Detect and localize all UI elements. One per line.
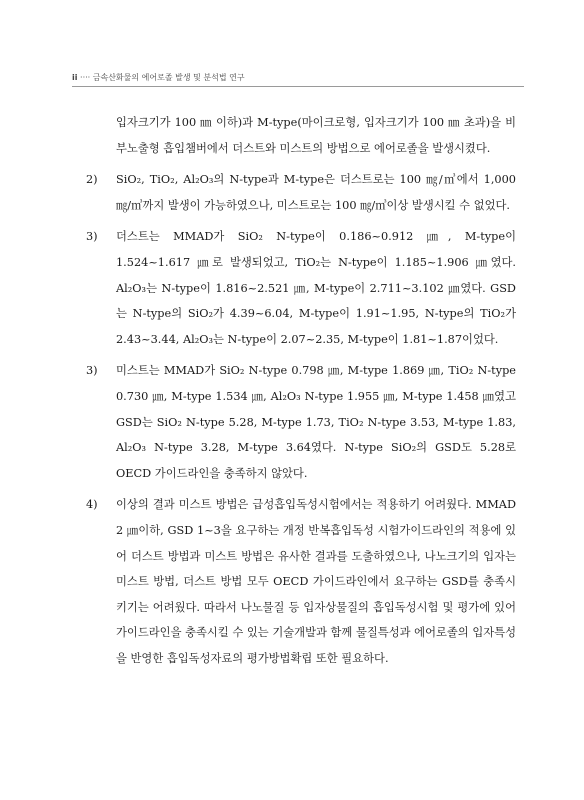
item-number: 3) — [86, 230, 98, 244]
item-number: 2) — [86, 173, 98, 187]
list-item-2 — [86, 167, 516, 218]
running-header — [72, 72, 524, 86]
list-item-3-dust — [86, 224, 516, 352]
item-text: 더스트는 MMAD가 SiO₂ N-type이 0.186~0.912 ㎛, M-type이 1.524~1.617 ㎛로 발생되었고, TiO₂는 N-type이 1.185~1.906 ㎛였다. Al₂O₃는 N-type이 1.816~2.521 ㎛, M-type이 2.711~3.102 ㎛였다. GSD는 N-type의 SiO₂가 4.39~6.04, M-type이 1.91~1.95, N-type의 TiO₂가 2.43~3.44, Al₂O₃는 N-type이 2.07~2.35, M-type이 1.81~1.87이었다. — [116, 230, 516, 346]
list-item-4 — [86, 492, 516, 671]
item-number: 4) — [86, 498, 98, 512]
page-number: ii — [72, 73, 78, 82]
item-number: 3) — [86, 364, 98, 378]
list-item-3-mist — [86, 358, 516, 486]
item-text: 미스트는 MMAD가 SiO₂ N-type 0.798 ㎛, M-type 1.869 ㎛, TiO₂ N-type 0.730 ㎛, M-type 1.534 ㎛, Al₂O₃ N-type 1.955 ㎛, M-type 1.458 ㎛였고 GSD는 SiO₂ N-type 5.28, M-type 1.73, TiO₂ N-type 3.53, M-type 1.83, Al₂O₃ N-type 3.28, M-type 3.64였다. N-type SiO₂의 GSD도 5.28로 OECD 가이드라인을 충족하지 않았다. — [116, 364, 516, 480]
intro-paragraph: 입자크기가 100 ㎚ 이하)과 M-type(마이크로형, 입자크기가 100 ㎚ 초과)을 비부노출형 흡입챔버에서 더스트와 미스트의 방법으로 에어로졸을 발생시켰다. — [116, 116, 516, 155]
header-rule — [72, 86, 524, 87]
header-dots: ···· — [80, 73, 91, 82]
item-text: SiO₂, TiO₂, Al₂O₃의 N-type과 M-type은 더스트로는 100 ㎎/㎥에서 1,000 ㎎/㎥까지 발생이 가능하였으나, 미스트로는 100 ㎎/㎥이상 발생시킬 수 없었다. — [116, 173, 516, 212]
item-text: 이상의 결과 미스트 방법은 급성흡입독성시험에서는 적용하기 어려웠다. MMAD 2 ㎛이하, GSD 1~3을 요구하는 개정 반복흡입독성 시험가이드라인의 적용에 있어 더스트 방법과 미스트 방법은 유사한 결과를 도출하였으나, 나노크기의 입자는 미스트 방법, 더스트 방법 모두 OECD 가이드라인에서 요구하는 GSD를 충족시키기는 어려웠다. 따라서 나노물질 등 입자상물질의 흡입독성시험 및 평가에 있어 가이드라인을 충족시킬 수 있는 기술개발과 함께 물질특성과 에어로졸의 입자특성을 반영한 흡입독성자료의 평가방법확립 또한 필요하다. — [116, 498, 516, 665]
page-body — [86, 110, 516, 671]
header-title: 금속산화물의 에어로졸 발생 및 분석법 연구 — [92, 73, 245, 82]
